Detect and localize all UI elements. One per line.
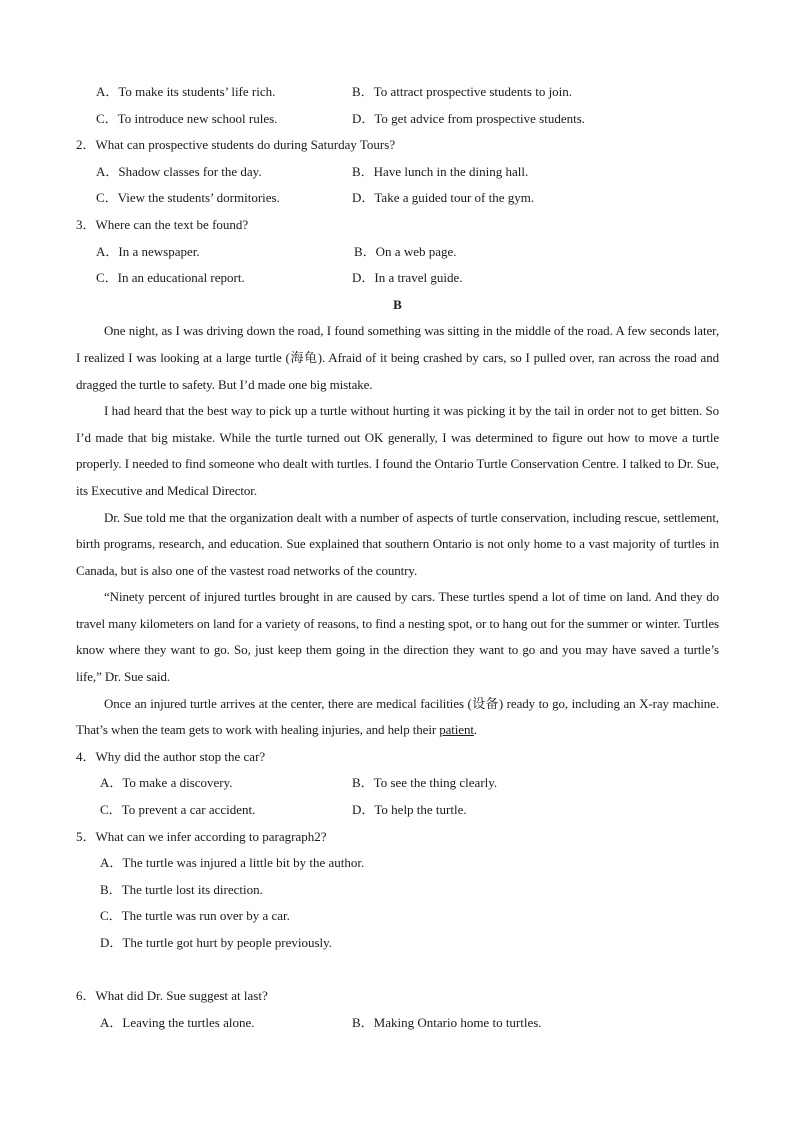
q6-options-row-1 [76,1010,719,1037]
section-title: B [393,296,402,312]
q2-options-row-2 [76,185,719,212]
q3-option-a: A．In a newspaper. [96,243,200,259]
q1-option-b: B．To attract prospective students to join. [352,84,573,99]
q4-option-c: C．To prevent a car accident. [100,802,256,818]
q3-stem: 3．Where can the text be found? [76,216,249,232]
q2-option-c: C．View the students’ dormitories. [96,190,280,206]
passage-paragraph-5 [76,691,719,744]
paragraph-5-end: . [473,722,478,738]
q3-option-d: D．In a travel guide. [352,270,463,286]
q1-options-row-2 [76,106,719,133]
q1-options-row-1 [76,79,719,106]
q5-option-a-row [76,850,719,877]
q2-options-row-1 [76,159,719,186]
underlined-word: patient [439,722,474,738]
q6-option-b: B．Making Ontario home to turtles. [352,1014,542,1030]
spacer [76,957,719,984]
q1-option-d: D．To get advice from prospective students. [352,110,586,126]
q4-option-b: B．To see the thing clearly. [352,775,498,791]
q4-stem: 4．Why did the author stop the car? [76,748,266,764]
passage-paragraph-2: I had heard that the best way to pick up a turtle without hurting it was picking it by the tail in order not to get bitten. So I’d made that big mistake. While the turtle turned out OK generally, I was determined to figure out how to move a turtle properly. I needed to find someone who dealt with turtles. I found the Ontario Turtle Conservation Centre. I talked to Dr. Sue, its Executive and Medical Director. [76,403,719,498]
passage-paragraph-1: One night, as I was driving down the road, I found something was sitting in the middle of the road. A few seconds later, I realized I was looking at a large turtle (海龟). Afraid of it being crashed by cars, so I pulled over, ran across the road and dragged the turtle to safety. But I’d made one big mistake. [76,323,719,392]
q5-option-b-row [76,877,719,904]
passage-paragraph-3: Dr. Sue told me that the organization dealt with a number of aspects of turtle conservation, including rescue, settlement, birth programs, research, and education. Sue explained that southern Ontario is not only home to a vast majority of turtles in Canada, but is also one of the vastest road networks of the country. [76,509,719,578]
q1-option-c: C．To introduce new school rules. [96,110,278,126]
q2-option-b: B．Have lunch in the dining hall. [352,163,529,179]
passage-paragraph-4: “Ninety percent of injured turtles brought in are caused by cars. These turtles spend a lot of time on land. And they do travel many kilometers on land for a variety of reasons, to find a nesting spot, or to hang out for the summer or winter. Turtles know where they want to go. So, just keep them going in the direction they want to go and you may have saved a turtle’s life,” Dr. Sue said. [76,589,719,685]
q2-stem: 2．What can prospective students do during Saturday Tours? [76,137,396,153]
q5-option-c: C．The turtle was run over by a car. [100,908,290,924]
q3-options-row-2 [76,265,719,292]
q5-option-d-row [76,930,719,957]
q4-options-row-2 [76,797,719,824]
q3-option-b: B．On a web page. [354,243,457,259]
q4-option-d: D．To help the turtle. [352,802,467,818]
q5-option-a: A．The turtle was injured a little bit by the author. [100,855,365,871]
q6-option-a: A．Leaving the turtles alone. [100,1014,255,1030]
q4-options-row-1 [76,770,719,797]
q5-option-c-row [76,903,719,930]
q5-stem: 5．What can we infer according to paragraph2? [76,828,327,844]
exam-page [76,79,719,1036]
q2-option-d: D．Take a guided tour of the gym. [352,190,535,206]
paragraph-5-text: Once an injured turtle arrives at the center, there are medical facilities (设备) ready to go, including an X-ray machine. That’s when the team gets to work with healing injuries, and help their [76,695,719,738]
q5-option-b: B．The turtle lost its direction. [100,881,263,897]
q3-options-row-1 [76,239,719,266]
q2-option-a: A．Shadow classes for the day. [96,163,262,179]
q5-option-d: D．The turtle got hurt by people previously. [100,935,333,950]
q3-option-c: C．In an educational report. [96,270,245,286]
q6-stem: 6．What did Dr. Sue suggest at last? [76,988,268,1004]
q1-option-a: A．To make its students’ life rich. [96,84,276,99]
q4-option-a: A．To make a discovery. [100,775,233,791]
